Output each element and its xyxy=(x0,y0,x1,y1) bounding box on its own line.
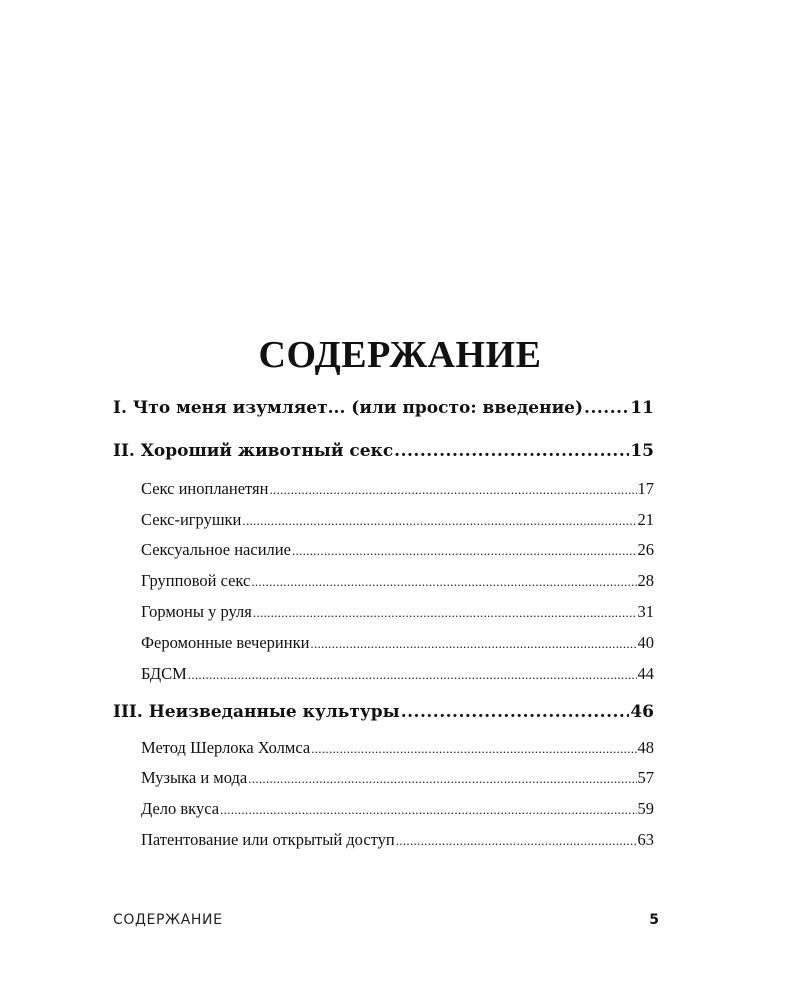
toc-item[interactable] xyxy=(141,738,654,758)
toc-entry-label: Метод Шерлока Холмса xyxy=(141,738,311,757)
toc-page-number: 28 xyxy=(637,571,654,590)
running-footer-title: СОДЕРЖАНИЕ xyxy=(113,912,223,928)
toc-entry-label: III. Неизведанные культуры xyxy=(113,702,400,722)
toc-entry-label: I. Что меня изумляет... (или просто: введение) xyxy=(113,398,584,418)
toc-page-number: 63 xyxy=(637,830,654,849)
toc-part-2[interactable] xyxy=(113,441,654,461)
dot-leader xyxy=(188,664,637,684)
dot-leader xyxy=(396,830,637,850)
toc-entry-label: Дело вкуса xyxy=(141,799,220,818)
toc-page-number: 44 xyxy=(637,664,654,683)
dot-leader xyxy=(394,441,629,461)
toc-entry-label: Гормоны у руля xyxy=(141,602,252,621)
toc-item[interactable] xyxy=(141,830,654,850)
toc-page-number: 26 xyxy=(637,540,654,559)
toc-item[interactable] xyxy=(141,540,654,560)
toc-part-3[interactable] xyxy=(113,702,654,722)
toc-page-number: 59 xyxy=(637,799,654,818)
toc-item[interactable] xyxy=(141,510,654,530)
toc-entry-label: БДСМ xyxy=(141,664,187,683)
toc-page-number: 57 xyxy=(637,768,654,787)
toc-item[interactable] xyxy=(141,602,654,622)
toc-entry-label: Феромонные вечеринки xyxy=(141,633,310,652)
dot-leader xyxy=(269,479,636,499)
dot-leader xyxy=(310,633,636,653)
toc-item[interactable] xyxy=(141,799,654,819)
dot-leader xyxy=(401,702,630,722)
dot-leader xyxy=(253,602,637,622)
toc-entry-label: Секс инопланетян xyxy=(141,479,269,498)
toc-entry-label: Групповой секс xyxy=(141,571,251,590)
toc-page-number: 46 xyxy=(630,702,654,722)
footer-page-number: 5 xyxy=(649,912,659,928)
dot-leader xyxy=(242,510,636,530)
toc-entry-label: II. Хороший животный секс xyxy=(113,441,394,461)
toc-entry-label: Патентование или открытый доступ xyxy=(141,830,395,849)
dot-leader xyxy=(248,768,636,788)
toc-page-number: 48 xyxy=(637,738,654,757)
toc-part-1[interactable] xyxy=(113,398,654,418)
toc-page-number: 11 xyxy=(630,398,654,418)
toc-entry-label: Секс-игрушки xyxy=(141,510,242,529)
toc-item[interactable] xyxy=(141,633,654,653)
dot-leader xyxy=(292,540,637,560)
page-title: СОДЕРЖАНИЕ xyxy=(258,334,542,376)
toc-page-number: 40 xyxy=(637,633,654,652)
dot-leader xyxy=(220,799,636,819)
toc-page-number: 15 xyxy=(630,441,654,461)
toc-page-number: 21 xyxy=(637,510,654,529)
dot-leader xyxy=(584,398,629,418)
toc-item[interactable] xyxy=(141,664,654,684)
dot-leader xyxy=(311,738,636,758)
toc-item[interactable] xyxy=(141,479,654,499)
toc-entry-label: Музыка и мода xyxy=(141,768,248,787)
toc-page-number: 31 xyxy=(637,602,654,621)
dot-leader xyxy=(251,571,636,591)
toc-entry-label: Сексуальное насилие xyxy=(141,540,291,559)
toc-item[interactable] xyxy=(141,768,654,788)
toc-page-number: 17 xyxy=(637,479,654,498)
toc-item[interactable] xyxy=(141,571,654,591)
